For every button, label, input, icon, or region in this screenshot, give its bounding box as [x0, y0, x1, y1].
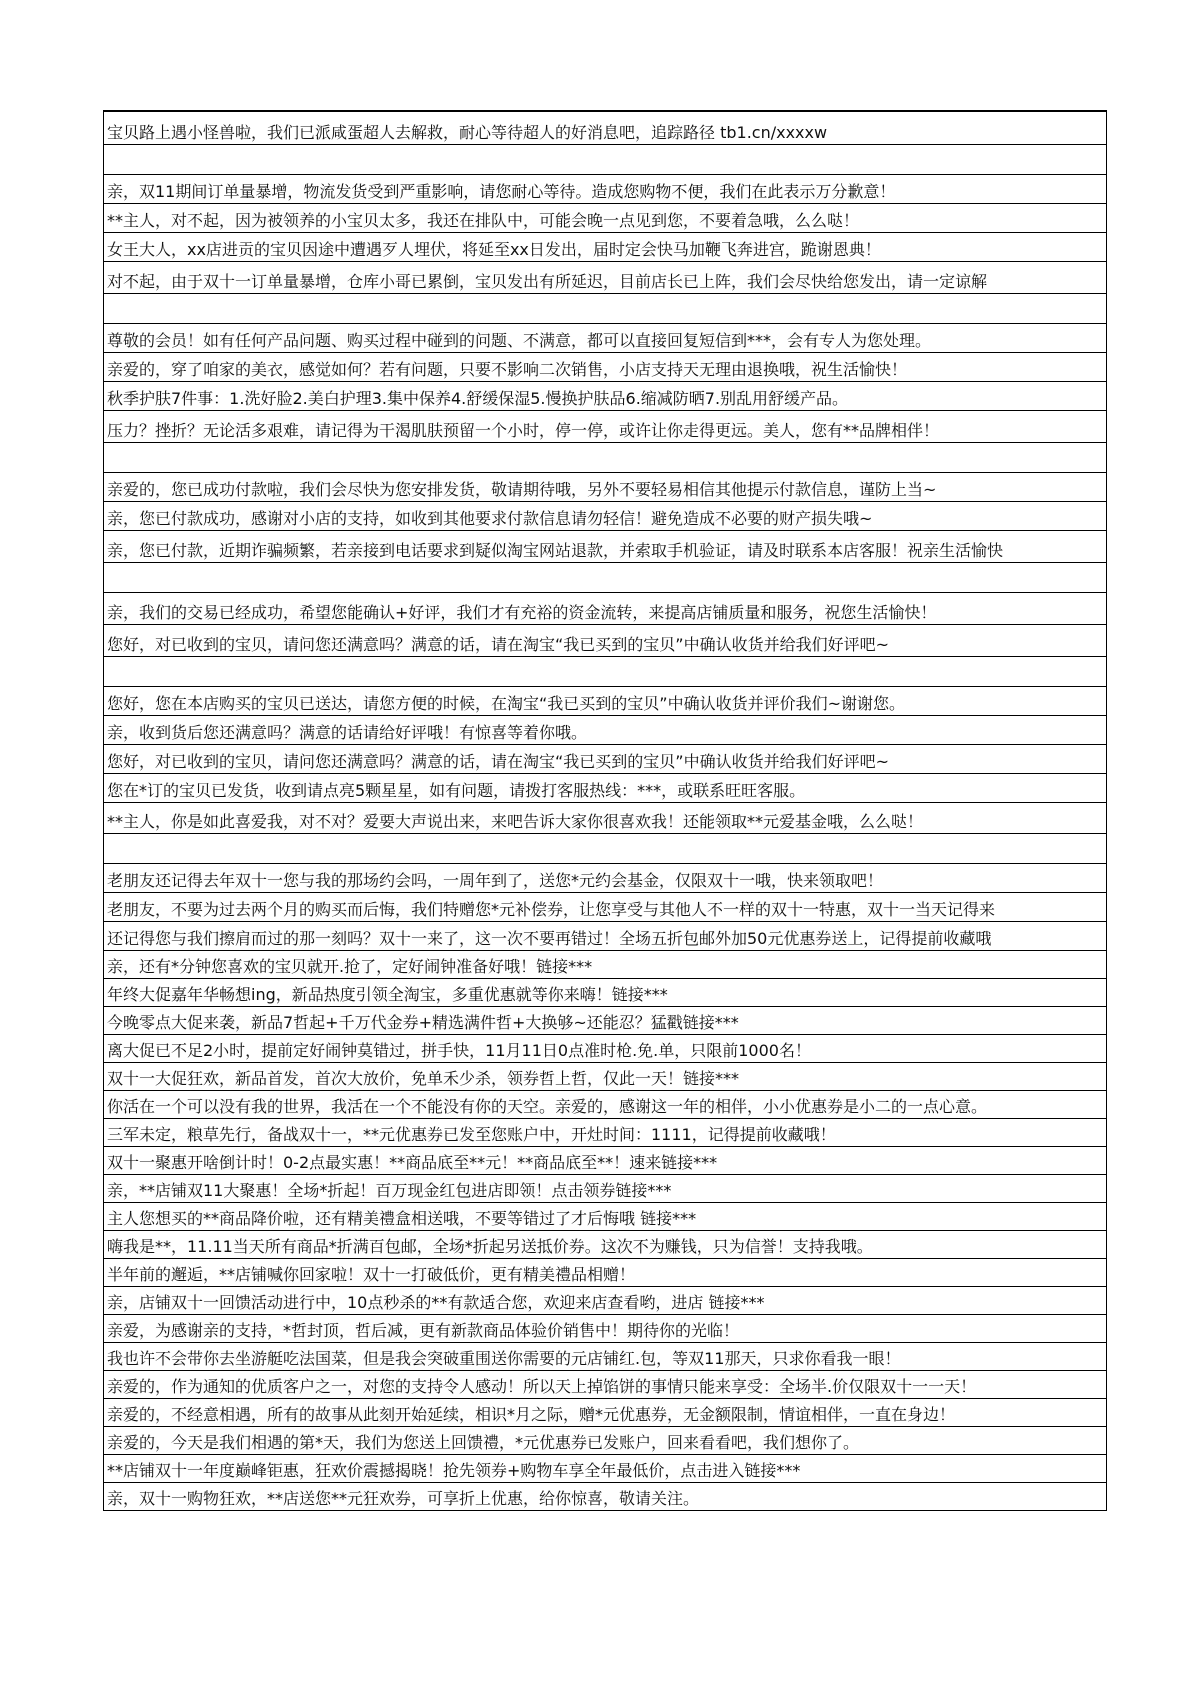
- spreadsheet-grid: [103, 110, 1107, 1511]
- table-row[interactable]: [104, 353, 1106, 382]
- cell-text: 您在*订的宝贝已发货，收到请点亮5颗星星，如有问题，请拨打客服热线：***，或联系旺旺客服。: [107, 781, 806, 800]
- cell-text: 半年前的邂逅，**店铺喊你回家啦！双十一打破低价，更有精美禮品相赠！: [107, 1265, 636, 1284]
- cell-text: 亲，双十一购物狂欢，**店送您**元狂欢券，可享折上优惠，给你惊喜，敬请关注。: [107, 1489, 700, 1508]
- table-row[interactable]: [104, 1175, 1106, 1203]
- empty-row[interactable]: [104, 563, 1106, 593]
- table-row[interactable]: [104, 774, 1106, 803]
- empty-row[interactable]: [104, 145, 1106, 175]
- cell-text: 老朋友，不要为过去两个月的购买而后悔，我们特赠您*元补偿券，让您享受与其他人不一样的双十一特惠，双十一当天记得来: [107, 900, 996, 919]
- cell-text: 亲爱的，作为通知的优质客户之一，对您的支持令人感动！所以天上掉馅饼的事情只能来享受：全场半.价仅限双十一一天！: [107, 1377, 977, 1396]
- table-row[interactable]: [104, 473, 1106, 502]
- cell-text: 秋季护肤7件事：1.洗好脸2.美白护理3.集中保养4.舒缓保湿5.慢换护肤品6.缩减防晒7.别乱用舒缓产品。: [107, 389, 849, 408]
- table-row[interactable]: [104, 864, 1106, 893]
- cell-text: 亲爱的，今天是我们相遇的第*天，我们为您送上回馈禮，*元优惠券已发账户，回来看看吧，我们想你了。: [107, 1433, 860, 1452]
- table-row[interactable]: [104, 411, 1106, 443]
- table-row[interactable]: [104, 593, 1106, 625]
- cell-text: 亲爱的，穿了咱家的美衣，感觉如何？若有问题，只要不影响二次销售，小店支持天无理由退换哦，祝生活愉快！: [107, 360, 908, 379]
- cell-text: 双十一聚惠开啥倒计时！0-2点最实惠！**商品底至**元！**商品底至**！速来链接***: [107, 1153, 718, 1172]
- table-row[interactable]: [104, 1091, 1106, 1119]
- cell-text: 亲，**店铺双11大聚惠！全场*折起！百万现金红包进店即领！点击领券链接***: [107, 1181, 672, 1200]
- table-row[interactable]: [104, 1035, 1106, 1063]
- cell-text: 您好，您在本店购买的宝贝已送达，请您方便的时候，在淘宝“我已买到的宝贝”中确认收货并评价我们~谢谢您。: [107, 694, 905, 713]
- table-row[interactable]: [104, 1315, 1106, 1343]
- cell-text: 您好，对已收到的宝贝，请问您还满意吗？满意的话，请在淘宝“我已买到的宝贝”中确认收货并给我们好评吧~: [107, 752, 889, 771]
- table-row[interactable]: [104, 1399, 1106, 1427]
- empty-row[interactable]: [104, 834, 1106, 864]
- cell-text: 亲爱的，不经意相遇，所有的故事从此刻开始延续，相识*月之际，赠*元优惠券，无金额限制，情谊相伴，一直在身边！: [107, 1405, 956, 1424]
- cell-text: 还记得您与我们擦肩而过的那一刻吗？双十一来了，这一次不要再错过！全场五折包邮外加50元优惠券送上，记得提前收藏哦: [107, 929, 992, 948]
- cell-text: 对不起，由于双十一订单量暴增，仓库小哥已累倒，宝贝发出有所延迟，目前店长已上阵，我们会尽快给您发出，请一定谅解: [107, 272, 988, 291]
- cell-text: 亲，收到货后您还满意吗？满意的话请给好评哦！有惊喜等着你哦。: [107, 723, 588, 742]
- table-row[interactable]: [104, 1119, 1106, 1147]
- table-row[interactable]: [104, 175, 1106, 204]
- table-row[interactable]: [104, 233, 1106, 262]
- cell-text: 宝贝路上遇小怪兽啦，我们已派咸蛋超人去解救，耐心等待超人的好消息吧，追踪路径 tb1.cn/xxxxw: [107, 123, 828, 142]
- cell-text: 三军未定，粮草先行，备战双十一，**元优惠券已发至您账户中，开灶时间：1111，记得提前收藏哦！: [107, 1125, 836, 1144]
- table-row[interactable]: [104, 716, 1106, 745]
- cell-text: 亲，我们的交易已经成功，希望您能确认+好评，我们才有充裕的资金流转，来提高店铺质量和服务，祝您生活愉快！: [107, 603, 937, 622]
- table-row[interactable]: [104, 204, 1106, 233]
- cell-text: 尊敬的会员！如有任何产品问题、购买过程中碰到的问题、不满意，都可以直接回复短信到***，会有专人为您处理。: [107, 331, 932, 350]
- table-row[interactable]: [104, 1203, 1106, 1231]
- table-row[interactable]: [104, 1231, 1106, 1259]
- table-row[interactable]: [104, 1147, 1106, 1175]
- cell-text: **主人，对不起，因为被领养的小宝贝太多，我还在排队中，可能会晚一点见到您，不要着急哦，么么哒！: [107, 211, 860, 230]
- cell-text: 亲爱，为感谢亲的支持，*哲封顶，哲后减，更有新款商品体验价销售中！期待你的光临！: [107, 1321, 740, 1340]
- table-row[interactable]: [104, 1007, 1106, 1035]
- cell-text: 离大促已不足2小时，提前定好闹钟莫错过，拼手快，11月11日0点准时枪.免.单，只限前1000名！: [107, 1041, 811, 1060]
- cell-text: **主人，你是如此喜爱我，对不对？爱要大声说出来，来吧告诉大家你很喜欢我！还能领取**元爱基金哦，么么哒！: [107, 812, 924, 831]
- cell-text: **店铺双十一年度巅峰钜惠，狂欢价震撼揭晓！抢先领券+购物车享全年最低价，点击进入链接***: [107, 1461, 801, 1480]
- table-row[interactable]: [104, 1343, 1106, 1371]
- cell-text: 女王大人，xx店进贡的宝贝因途中遭遇歹人埋伏，将延至xx日发出，届时定会快马加鞭飞奔进宫，跪谢恩典！: [107, 240, 881, 259]
- cell-text: 老朋友还记得去年双十一您与我的那场约会吗，一周年到了，送您*元约会基金，仅限双十一哦，快来领取吧！: [107, 871, 884, 890]
- table-row[interactable]: [104, 531, 1106, 563]
- table-row[interactable]: [104, 1371, 1106, 1399]
- cell-text: 主人您想买的**商品降价啦，还有精美禮盒相送哦，不要等错过了才后悔哦 链接***: [107, 1209, 697, 1228]
- table-row[interactable]: [104, 893, 1106, 922]
- cell-text: 你活在一个可以没有我的世界，我活在一个不能没有你的天空。亲爱的，感谢这一年的相伴，小小优惠券是小二的一点心意。: [107, 1097, 988, 1116]
- cell-text: 年终大促嘉年华畅想ing，新品热度引领全淘宝，多重优惠就等你来嗨！链接***: [107, 985, 668, 1004]
- table-row[interactable]: [104, 951, 1106, 979]
- table-row[interactable]: [104, 112, 1106, 145]
- table-row[interactable]: [104, 1483, 1106, 1511]
- table-row[interactable]: [104, 922, 1106, 951]
- cell-text: 亲，店铺双十一回馈活动进行中，10点秒杀的**有款适合您，欢迎来店查看哟，进店 链接***: [107, 1293, 765, 1312]
- table-row[interactable]: [104, 1063, 1106, 1091]
- cell-text: 您好，对已收到的宝贝，请问您还满意吗？满意的话，请在淘宝“我已买到的宝贝”中确认收货并给我们好评吧~: [107, 635, 889, 654]
- table-row[interactable]: [104, 745, 1106, 774]
- table-row[interactable]: [104, 625, 1106, 657]
- cell-text: 嗨我是**，11.11当天所有商品*折满百包邮，全场*折起另送抵价券。这次不为赚钱，只为信誉！支持我哦。: [107, 1237, 873, 1256]
- cell-text: 压力？挫折？无论活多艰难，请记得为干渴肌肤预留一个小时，停一停，或许让你走得更远。美人，您有**品牌相伴！: [107, 421, 940, 440]
- cell-text: 今晚零点大促来袭，新品7哲起+千万代金券+精选满件哲+大换够~还能忍？猛戳链接***: [107, 1013, 739, 1032]
- table-row[interactable]: [104, 382, 1106, 411]
- cell-text: 亲，双11期间订单量暴增，物流发货受到严重影响，请您耐心等待。造成您购物不便，我们在此表示万分歉意！: [107, 182, 896, 201]
- table-row[interactable]: [104, 979, 1106, 1007]
- table-row[interactable]: [104, 1427, 1106, 1455]
- cell-text: 双十一大促狂欢，新品首发，首次大放价，免单禾少杀，领券哲上哲，仅此一天！链接***: [107, 1069, 740, 1088]
- empty-row[interactable]: [104, 657, 1106, 687]
- table-row[interactable]: [104, 324, 1106, 353]
- cell-text: 我也许不会带你去坐游艇吃法国菜，但是我会突破重围送你需要的元店铺红.包，等双11那天，只求你看我一眼！: [107, 1349, 901, 1368]
- cell-text: 亲，您已付款成功，感谢对小店的支持，如收到其他要求付款信息请勿轻信！避免造成不必要的财产损失哦~: [107, 509, 873, 528]
- table-row[interactable]: [104, 803, 1106, 834]
- table-row[interactable]: [104, 1287, 1106, 1315]
- cell-text: 亲爱的，您已成功付款啦，我们会尽快为您安排发货，敬请期待哦，另外不要轻易相信其他提示付款信息，谨防上当~: [107, 480, 937, 499]
- table-row[interactable]: [104, 1455, 1106, 1483]
- table-row[interactable]: [104, 502, 1106, 531]
- empty-row[interactable]: [104, 443, 1106, 473]
- empty-row[interactable]: [104, 294, 1106, 324]
- table-row[interactable]: [104, 687, 1106, 716]
- table-row[interactable]: [104, 1259, 1106, 1287]
- table-row[interactable]: [104, 262, 1106, 294]
- cell-text: 亲，还有*分钟您喜欢的宝贝就开.抢了，定好闹钟准备好哦！链接***: [107, 957, 593, 976]
- cell-text: 亲，您已付款，近期诈骗频繁，若亲接到电话要求到疑似淘宝网站退款，并索取手机验证，请及时联系本店客服！祝亲生活愉快: [107, 541, 1004, 560]
